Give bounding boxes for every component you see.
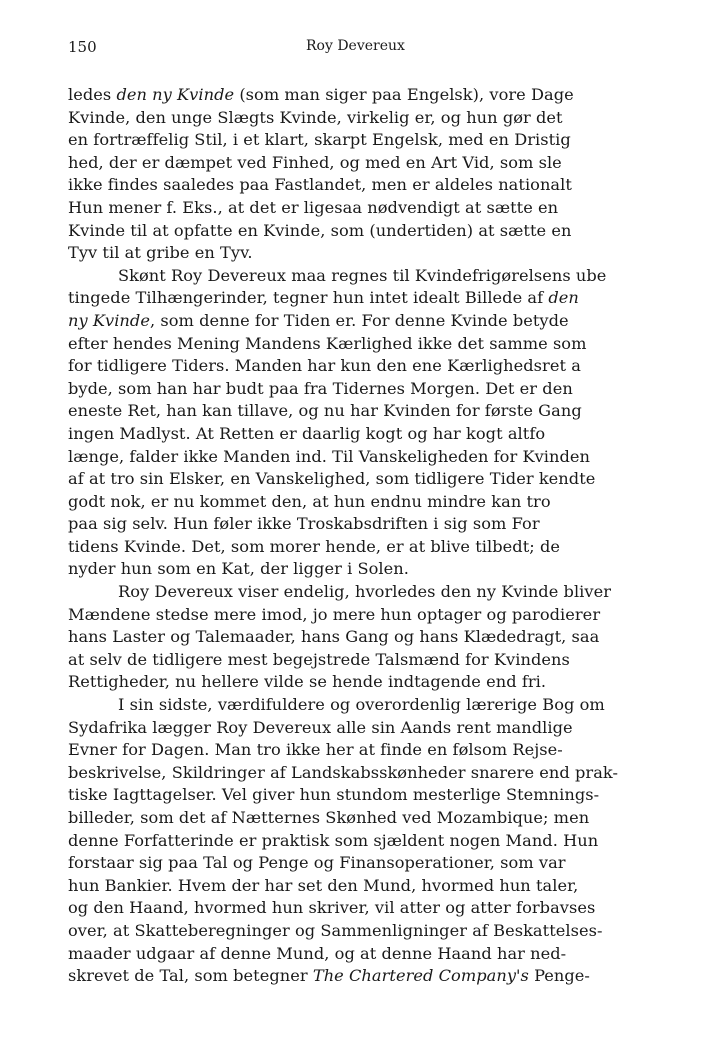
text-segment: og den Haand, hvormed hun skriver, vil atter og atter forbavses xyxy=(68,898,596,918)
text-line xyxy=(68,513,712,536)
text-segment: I sin sidste, værdifuldere og overordenlig lærerige Bog om xyxy=(118,695,605,715)
text-line xyxy=(68,875,712,898)
text-line xyxy=(68,852,712,875)
text-line xyxy=(68,807,712,830)
text-segment: (som man siger paa Engelsk), vore Dage xyxy=(234,85,574,104)
text-segment: Evner for Dagen. Man tro ikke her at finde en følsom Rejse- xyxy=(68,740,563,760)
text-segment: efter hendes Mening Mandens Kærlighed ikke det samme som xyxy=(68,333,587,353)
text-line xyxy=(68,265,712,288)
text-segment: at selv de tidligere mest begejstrede Talsmænd for Kvindens xyxy=(68,649,570,669)
text-line xyxy=(68,830,712,853)
text-segment: maader udgaar af denne Mund, og at denne Haand har ned- xyxy=(68,943,567,963)
text-segment: Skønt Roy Devereux maa regnes til Kvindefrigørelsens ube xyxy=(118,265,607,285)
text-segment: hans Laster og Talemaader, hans Gang og hans Klædedragt, saa xyxy=(68,627,600,647)
text-segment: ledes xyxy=(68,85,117,104)
text-segment: Roy Devereux viser endelig, hvorledes den ny Kvinde bliver xyxy=(118,582,612,602)
italic-text: den xyxy=(548,288,579,308)
text-segment: Tyv til at gribe en Tyv. xyxy=(68,243,253,263)
italic-text: den ny Kvinde xyxy=(116,85,235,104)
body-text xyxy=(68,84,712,988)
text-segment: Rettigheder, nu hellere vilde se hende indtagende end fri. xyxy=(68,672,547,692)
text-segment: ingen Madlyst. At Retten er daarlig kogt og har kogt altfo xyxy=(68,423,546,443)
text-line xyxy=(68,626,712,649)
text-line xyxy=(68,242,712,265)
text-segment: en fortræffelig Stil, i et klart, skarpt Engelsk, med en Dristig xyxy=(68,130,571,150)
text-line xyxy=(68,333,712,356)
text-line xyxy=(68,965,712,988)
text-segment: længe, falder ikke Manden ind. Til Vanskeligheden for Kvinden xyxy=(68,446,591,466)
text-line xyxy=(68,287,712,310)
text-segment: for tidligere Tiders. Manden har kun den ene Kærlighedsret a xyxy=(68,356,581,376)
text-line xyxy=(68,897,712,920)
text-segment: Sydafrika lægger Roy Devereux alle sin Aands rent mandlige xyxy=(68,717,573,737)
text-line xyxy=(68,423,712,446)
text-line xyxy=(68,536,712,559)
text-segment: nyder hun som en Kat, der ligger i Solen. xyxy=(68,559,409,579)
text-segment: Kvinde, den unge Slægts Kvinde, virkelig er, og hun gør det xyxy=(68,107,563,127)
text-line xyxy=(68,310,712,333)
text-segment: , som denne for Tiden er. For denne Kvinde betyde xyxy=(149,310,569,330)
text-segment: beskrivelse, Skildringer af Landskabsskønheder snarere end prak- xyxy=(68,762,618,782)
text-line xyxy=(68,491,712,514)
page-header xyxy=(68,38,668,62)
italic-text: The Chartered Company's xyxy=(312,966,529,986)
text-segment: skrevet de Tal, som betegner xyxy=(68,966,313,986)
text-segment: Mændene stedse mere imod, jo mere hun optager og parodierer xyxy=(68,604,601,624)
text-line xyxy=(68,129,712,152)
text-line xyxy=(68,107,712,130)
text-line xyxy=(68,558,712,581)
text-segment: byde, som han har budt paa fra Tidernes Morgen. Det er den xyxy=(68,378,573,398)
italic-text: ny Kvinde xyxy=(68,310,150,330)
running-head: Roy Devereux xyxy=(306,38,405,54)
text-line xyxy=(68,649,712,672)
text-line xyxy=(68,717,712,740)
text-line xyxy=(68,174,712,197)
text-line xyxy=(68,581,712,604)
text-segment: billeder, som det af Nætternes Skønhed ved Mozambique; men xyxy=(68,808,590,827)
text-line xyxy=(68,604,712,627)
text-segment: ikke findes saaledes paa Fastlandet, men er aldeles nationalt xyxy=(68,175,572,195)
text-segment: Penge- xyxy=(528,966,590,986)
text-segment: godt nok, er nu kommet den, at hun endnu mindre kan tro xyxy=(68,491,551,511)
text-line xyxy=(68,355,712,378)
text-line xyxy=(68,784,712,807)
page-number: 150 xyxy=(68,38,97,56)
text-line xyxy=(68,446,712,469)
text-segment: over, at Skatteberegninger og Sammenligninger af Beskattelses- xyxy=(68,920,603,940)
text-line xyxy=(68,739,712,762)
text-line xyxy=(68,197,712,220)
text-segment: Hun mener f. Eks., at det er ligesaa nødvendigt at sætte en xyxy=(68,197,559,217)
text-line xyxy=(68,378,712,401)
text-line xyxy=(68,671,712,694)
text-line xyxy=(68,84,712,107)
text-line xyxy=(68,220,712,243)
text-segment: eneste Ret, han kan tillave, og nu har Kvinden for første Gang xyxy=(68,401,582,421)
text-segment: forstaar sig paa Tal og Penge og Finansoperationer, som var xyxy=(68,853,566,873)
text-segment: Kvinde til at opfatte en Kvinde, som (undertiden) at sætte en xyxy=(68,220,572,240)
text-segment: hed, der er dæmpet ved Finhed, og med en Art Vid, som sle xyxy=(68,152,562,172)
text-line xyxy=(68,943,712,966)
text-segment: tingede Tilhængerinder, tegner hun intet idealt Billede af xyxy=(68,288,549,308)
text-line xyxy=(68,920,712,943)
text-segment: af at tro sin Elsker, en Vanskelighed, som tidligere Tider kendte xyxy=(68,469,596,489)
text-segment: denne Forfatterinde er praktisk som sjældent nogen Mand. Hun xyxy=(68,830,599,850)
text-segment: tidens Kvinde. Det, som morer hende, er at blive tilbedt; de xyxy=(68,536,560,556)
text-line xyxy=(68,400,712,423)
text-segment: paa sig selv. Hun føler ikke Troskabsdriften i sig som For xyxy=(68,514,540,534)
text-segment: tiske Iagttagelser. Vel giver hun stundom mesterlige Stemnings- xyxy=(68,785,600,805)
text-line xyxy=(68,152,712,175)
text-segment: hun Bankier. Hvem der har set den Mund, hvormed hun taler, xyxy=(68,875,579,895)
text-line xyxy=(68,468,712,491)
text-line xyxy=(68,694,712,717)
text-line xyxy=(68,762,712,785)
